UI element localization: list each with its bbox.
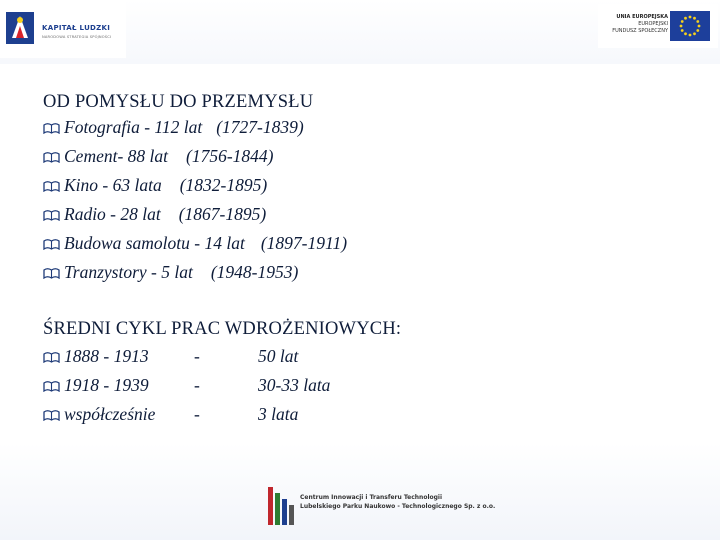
item-name: Budowa samolotu - 14 lat <box>64 233 245 253</box>
item-name: Tranzystory - 5 lat <box>64 262 193 282</box>
cycle-value: 30-33 lata <box>258 375 331 395</box>
cycle-period: współcześnie <box>64 404 156 424</box>
citt-line-2: Lubelskiego Parku Naukowo - Technologicznego Sp. z o.o. <box>300 503 496 510</box>
item-years: (1897-1911) <box>260 233 348 253</box>
list-item <box>43 113 683 142</box>
open-book-icon <box>43 380 60 392</box>
item-name: Fotografia - 112 lat <box>64 117 203 137</box>
open-book-icon <box>43 267 60 279</box>
open-book-icon <box>43 122 60 134</box>
list-item <box>43 229 683 258</box>
kapital-ludzki-logo <box>0 0 126 58</box>
section2-heading: ŚREDNI CYKL PRAC WDROŻENIOWYCH: <box>43 319 402 339</box>
section1-list <box>43 113 683 287</box>
open-book-icon <box>43 351 60 363</box>
item-years: (1756-1844) <box>186 146 274 166</box>
open-book-icon <box>43 151 60 163</box>
item-name: Cement- 88 lat <box>64 146 169 166</box>
open-book-icon <box>43 209 60 221</box>
citt-text <box>300 493 495 511</box>
citt-logo <box>266 483 496 529</box>
cycle-period: 1918 - 1939 <box>64 375 149 395</box>
item-years: (1832-1895) <box>179 175 268 195</box>
list-item <box>43 171 683 200</box>
cycle-value: 3 lata <box>258 404 299 424</box>
list-item <box>43 200 683 229</box>
section1-heading: OD POMYSŁU DO PRZEMYSŁU <box>43 92 314 112</box>
item-years: (1867-1895) <box>178 204 267 224</box>
eu-line-1: UNIA EUROPEJSKA <box>616 14 668 20</box>
list-item <box>43 400 683 429</box>
section2 <box>43 319 683 429</box>
item-years: (1948-1953) <box>210 262 299 282</box>
cycle-dash: - <box>194 375 200 395</box>
cycle-dash: - <box>194 346 200 366</box>
eu-line-2: EUROPEJSKI <box>638 21 668 27</box>
cycle-dash: - <box>194 404 200 424</box>
eu-line-3: FUNDUSZ SPOŁECZNY <box>612 28 668 34</box>
item-name: Radio - 28 lat <box>64 204 161 224</box>
list-item <box>43 258 683 287</box>
cycle-value: 50 lat <box>258 346 299 366</box>
slide-content <box>43 92 683 429</box>
eu-text-block <box>612 14 668 35</box>
open-book-icon <box>43 180 60 192</box>
eu-social-fund-logo <box>598 4 718 48</box>
section2-list <box>43 342 683 429</box>
kapital-ludzki-title: KAPITAŁ LUDZKI <box>42 24 111 32</box>
list-item <box>43 142 683 171</box>
kapital-ludzki-mark-icon <box>4 8 38 48</box>
citt-mark-icon <box>266 483 296 529</box>
open-book-icon <box>43 409 60 421</box>
eu-flag-icon <box>670 11 710 41</box>
item-years: (1727-1839) <box>216 117 304 137</box>
list-item <box>43 342 683 371</box>
kapital-ludzki-subtitle: NARODOWA STRATEGIA SPÓJNOŚCI <box>42 35 112 39</box>
item-name: Kino - 63 lata <box>64 175 162 195</box>
cycle-period: 1888 - 1913 <box>64 346 149 366</box>
citt-line-1: Centrum Innowacji i Transferu Technologii <box>300 494 443 501</box>
open-book-icon <box>43 238 60 250</box>
list-item <box>43 371 683 400</box>
